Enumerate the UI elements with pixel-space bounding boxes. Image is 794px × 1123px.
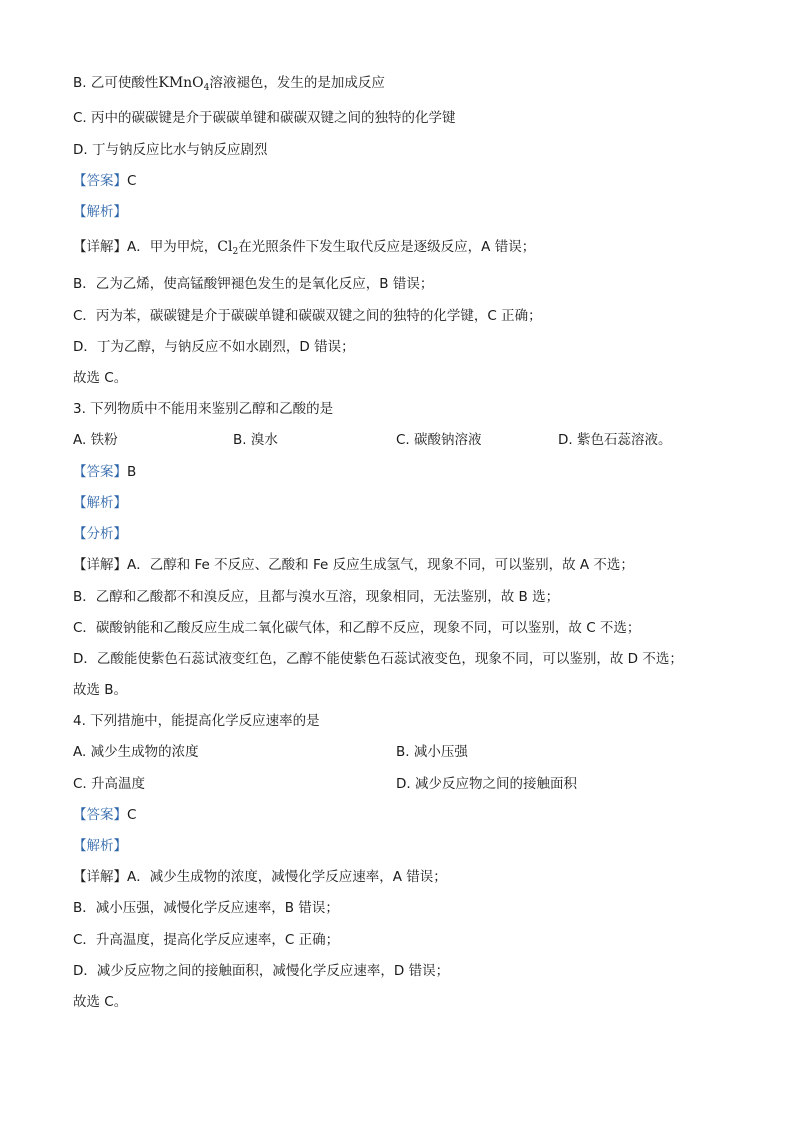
q4-analysis-tag: 【解析】 bbox=[73, 838, 127, 854]
q2-option-b-pre: B. 乙可使酸性 bbox=[73, 75, 159, 91]
q2-detail-b: B．乙为乙烯，使高锰酸钾褪色发生的是氧化反应，B 错误； bbox=[73, 276, 434, 292]
q4-option-c: C. 升高温度 bbox=[73, 776, 146, 792]
q2-answer bbox=[73, 171, 136, 191]
q4-answer bbox=[73, 805, 136, 825]
q2-option-b-post: 溶液褪色，发生的是加成反应 bbox=[209, 75, 385, 91]
q3-detail-d: D．乙酸能使紫色石蕊试液变红色，乙醇不能使紫色石蕊试液变色，现象不同，可以鉴别，故 D 不选； bbox=[73, 651, 683, 667]
q4-detail-d: D．减少反应物之间的接触面积，减慢化学反应速率，D 错误； bbox=[73, 963, 450, 979]
q3-detail-b: B．乙醇和乙酸都不和溴反应，且都与溴水互溶，现象相同，无法鉴别，故 B 选； bbox=[73, 589, 560, 605]
q4-detail-c: C．升高温度，提高化学反应速率，C 正确； bbox=[73, 932, 340, 948]
answer-tag: 【答案】 bbox=[73, 807, 127, 823]
q4-detail-a: 【详解】A．减少生成物的浓度，减慢化学反应速率，A 错误； bbox=[73, 869, 447, 885]
q2-detail-c: C．丙为苯，碳碳键是介于碳碳单键和碳碳双键之间的独特的化学键，C 正确； bbox=[73, 308, 542, 324]
q2-analysis-tag: 【解析】 bbox=[73, 204, 127, 220]
q4-option-d: D. 减少反应物之间的接触面积 bbox=[396, 776, 577, 792]
q3-analysis-tag: 【解析】 bbox=[73, 495, 127, 511]
q3-stem: 3. 下列物质中不能用来鉴别乙醇和乙酸的是 bbox=[73, 401, 334, 417]
answer-tag: 【答案】 bbox=[73, 173, 127, 189]
q3-detail-a: 【详解】A．乙醇和 Fe 不反应、乙酸和 Fe 反应生成氢气，现象不同，可以鉴别，故 A 不选； bbox=[73, 557, 634, 573]
q2-detail-a: 【详解】A．甲为甲烷，$Cl_2$在光照条件下发生取代反应是逐级反应，A 错误； bbox=[73, 239, 536, 257]
q2-option-c: C. 丙中的碳碳键是介于碳碳单键和碳碳双键之间的独特的化学键 bbox=[73, 110, 456, 126]
q2-detail-d: D．丁为乙醇，与钠反应不如水剧烈，D 错误； bbox=[73, 339, 355, 355]
q3-conclusion: 故选 B。 bbox=[73, 682, 128, 698]
q3-option-b: B. 溴水 bbox=[233, 432, 278, 448]
q2-detail-a-formula: $Cl_2$ bbox=[217, 239, 239, 257]
q3-answer bbox=[73, 462, 136, 482]
q4-conclusion: 故选 C。 bbox=[73, 994, 128, 1010]
q2-option-b bbox=[73, 73, 385, 98]
q3-option-c: C. 碳酸钠溶液 bbox=[396, 432, 482, 448]
q2-option-b-formula: KMnO$_4$ bbox=[158, 75, 210, 93]
answer-value: C bbox=[127, 173, 137, 189]
answer-value: C bbox=[127, 807, 137, 823]
q2-conclusion: 故选 C。 bbox=[73, 370, 128, 386]
q4-option-b: B. 减小压强 bbox=[396, 744, 468, 760]
q2-option-d: D. 丁与钠反应比水与钠反应剧烈 bbox=[73, 142, 268, 158]
answer-tag: 【答案】 bbox=[73, 464, 127, 480]
q3-option-a: A. 铁粉 bbox=[73, 432, 118, 448]
q4-stem: 4. 下列措施中，能提高化学反应速率的是 bbox=[73, 713, 320, 729]
q3-analysis2-tag: 【分析】 bbox=[73, 526, 127, 542]
q4-option-a: A. 减少生成物的浓度 bbox=[73, 744, 199, 760]
answer-value: B bbox=[127, 464, 137, 480]
q4-detail-b: B．减小压强，减慢化学反应速率，B 错误； bbox=[73, 900, 339, 916]
q3-option-d: D. 紫色石蕊溶液。 bbox=[558, 432, 672, 448]
q3-detail-c: C．碳酸钠能和乙酸反应生成二氧化碳气体，和乙醇不反应，现象不同，可以鉴别，故 C 不选； bbox=[73, 620, 641, 636]
